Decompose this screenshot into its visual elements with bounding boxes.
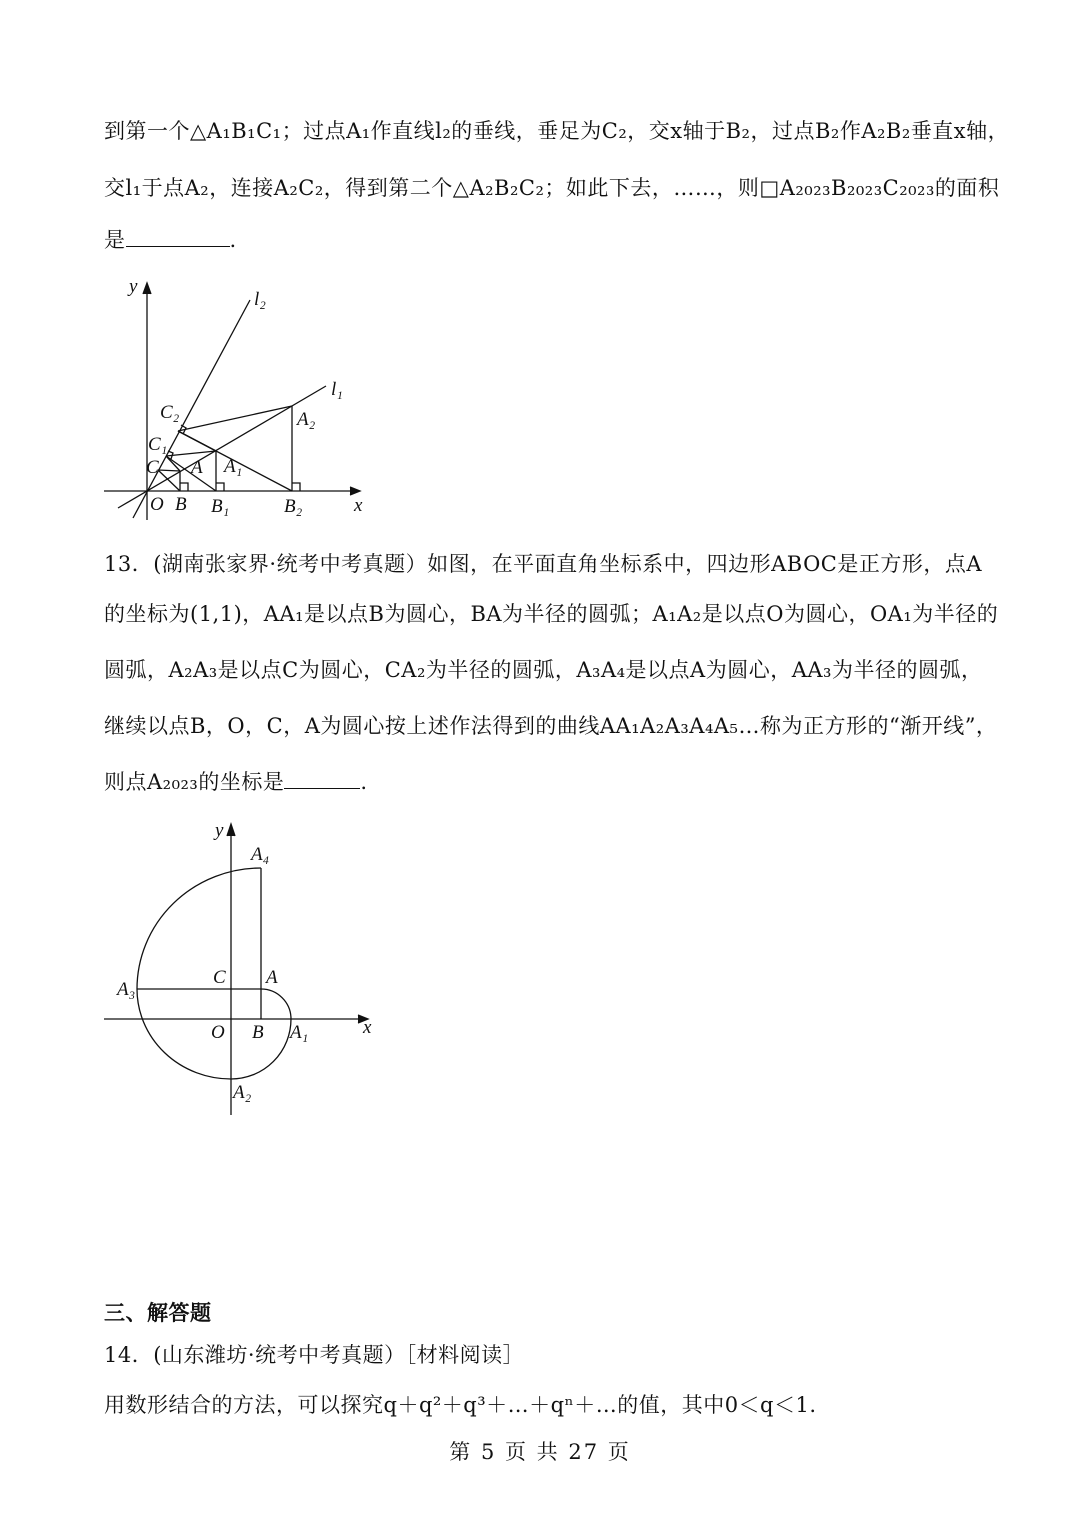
q12-line-3: 是 . <box>104 228 237 252</box>
fig12-right-angle-B <box>180 483 188 491</box>
fig12-label-A1: A₁ <box>224 456 243 477</box>
fig12-label-C: C <box>146 457 159 478</box>
fig12-segment-C2A2 <box>178 406 292 431</box>
fig12-label-B: B <box>175 494 187 515</box>
q13-line-3: 圆弧，A₂A₃是以点C为圆心，CA₂为半径的圆弧，A₃A₄是以点A为圆心，AA₃为半径的圆弧， <box>104 658 983 682</box>
q14-line-1: 14．(山东潍坊·统考中考真题）［材料阅读］ <box>104 1343 525 1367</box>
fig12-label-y: y <box>129 276 138 297</box>
fig12-label-O: O <box>150 494 164 515</box>
q13-line-5-text: 则点A₂₀₂₃的坐标是 <box>104 770 285 794</box>
fig12-label-B2: B₂ <box>284 496 303 517</box>
fig12-right-angle-B1 <box>216 483 224 491</box>
fig13-label-A4: A₄ <box>251 844 270 865</box>
fig12-segment-AC1 <box>166 456 180 471</box>
fig13-label-A3: A₃ <box>117 979 136 1000</box>
fig13-arc-A-A1 <box>261 989 291 1019</box>
q13-line-2: 的坐标为(1,1)，AA₁是以点B为圆心，BA为半径的圆弧；A₁A₂是以点O为圆心，OA₁为半径的 <box>104 602 999 626</box>
fig12-x-arrow <box>350 487 360 495</box>
q12-line-1: 到第一个△A₁B₁C₁；过点A₁作直线l₂的垂线，垂足为C₂，交x轴于B₂，过点B₂作A₂B₂垂直x轴， <box>104 119 1010 143</box>
fig12-label-x: x <box>354 495 363 516</box>
fig12-line-l2 <box>133 300 250 518</box>
fig13-label-y: y <box>215 820 224 841</box>
q13-line-5: 则点A₂₀₂₃的坐标是 . <box>104 770 368 794</box>
q12-line-3-text: 是 <box>104 228 126 252</box>
fig12-right-angle-B2 <box>292 483 300 491</box>
fig12-label-A2: A₂ <box>297 409 316 430</box>
fig13-y-arrow <box>227 824 235 836</box>
fig13-label-A2: A₂ <box>233 1082 252 1103</box>
answer-blank-13 <box>284 768 360 789</box>
fig13-arc-A3-A4 <box>137 868 261 989</box>
page-footer: 第 5 页 共 27 页 <box>449 1440 631 1464</box>
fig12-y-arrow <box>143 283 151 294</box>
fig12-segment-CA <box>158 470 180 471</box>
fig13-label-A: A <box>266 967 278 988</box>
fig13-label-O: O <box>211 1022 225 1043</box>
fig12-label-A: A <box>191 457 203 478</box>
fig13-label-C: C <box>213 967 226 988</box>
fig12-label-C2: C₂ <box>160 402 180 423</box>
figure-12-diagram <box>100 275 370 525</box>
fig13-label-B: B <box>252 1022 264 1043</box>
q12-line-2: 交l₁于点A₂，连接A₂C₂，得到第二个△A₂B₂C₂；如此下去，……，则□A₂₀₂₃B₂₀₂₃C₂₀₂₃的面积 <box>104 176 1000 200</box>
q14-line-2: 用数形结合的方法，可以探究q＋q²＋q³＋…＋qⁿ＋…的值，其中0＜q＜1. <box>104 1393 817 1417</box>
section-heading: 三、解答题 <box>104 1300 212 1325</box>
fig13-label-A1: A₁ <box>290 1022 309 1043</box>
fig12-label-B1: B₁ <box>211 496 230 517</box>
fig12-label-l1: l₁ <box>331 379 343 400</box>
fig12-label-l2: l₂ <box>254 289 266 310</box>
answer-blank-12 <box>126 226 230 247</box>
figure-13-diagram <box>100 815 390 1115</box>
fig13-label-x: x <box>363 1017 372 1038</box>
q13-line-4: 继续以点B，O，C，A为圆心按上述作法得到的曲线AA₁A₂A₃A₄A₅…称为正方形的“渐开线”， <box>104 714 998 738</box>
fig12-label-C1: C₁ <box>148 434 168 455</box>
q13-line-1: 13．(湖南张家界·统考中考真题）如图，在平面直角坐标系中，四边形ABOC是正方形，点A <box>104 552 983 576</box>
